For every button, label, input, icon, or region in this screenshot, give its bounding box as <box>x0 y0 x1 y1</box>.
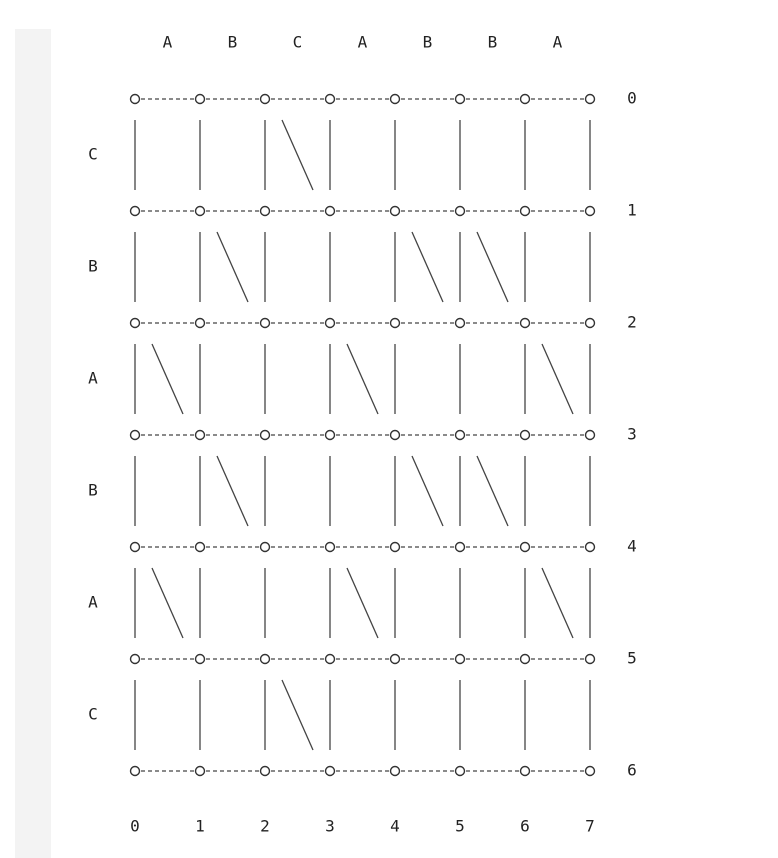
grid-node <box>456 95 465 104</box>
grid-node <box>586 207 595 216</box>
grid-node <box>326 95 335 104</box>
grid-node <box>326 207 335 216</box>
grid-node <box>521 431 530 440</box>
grid-node <box>456 207 465 216</box>
top-sequence-char: A <box>552 32 563 52</box>
grid-node <box>196 319 205 328</box>
side-sequence-char: B <box>88 480 98 500</box>
grid-node <box>586 95 595 104</box>
side-sequence-char: B <box>88 256 98 276</box>
column-number: 4 <box>390 816 400 836</box>
diagonal-edge <box>477 232 508 302</box>
column-number: 6 <box>520 816 530 836</box>
grid-node <box>521 95 530 104</box>
grid-node <box>521 655 530 664</box>
grid-node <box>131 207 140 216</box>
diagonal-edge <box>412 456 443 526</box>
column-number: 2 <box>260 816 270 836</box>
grid-node <box>261 767 270 776</box>
grid-node <box>261 95 270 104</box>
top-sequence-labels <box>163 33 563 52</box>
grid-node <box>456 543 465 552</box>
grid-node <box>131 431 140 440</box>
grid-node <box>261 207 270 216</box>
diagonal-edge <box>217 232 248 302</box>
grid-node <box>586 655 595 664</box>
diagonal-edge <box>477 456 508 526</box>
grid-node <box>261 655 270 664</box>
grid-node <box>391 95 400 104</box>
row-number: 2 <box>627 312 637 332</box>
side-sequence-char: C <box>88 704 98 724</box>
grid-node <box>196 543 205 552</box>
grid-node <box>326 319 335 328</box>
diagonal-edge <box>347 344 378 414</box>
diagonal-edge <box>217 456 248 526</box>
top-sequence-char: C <box>292 32 303 52</box>
diagonal-edge <box>347 568 378 638</box>
grid-node <box>521 767 530 776</box>
grid-node <box>391 319 400 328</box>
grid-node <box>131 767 140 776</box>
grid-node <box>196 207 205 216</box>
grid-node <box>521 543 530 552</box>
grid-node <box>586 319 595 328</box>
grid-node <box>391 431 400 440</box>
grid-node <box>391 767 400 776</box>
side-sequence-labels <box>88 145 98 724</box>
grid-node <box>391 207 400 216</box>
diagonal-edge <box>282 120 313 190</box>
column-number-labels <box>130 817 595 836</box>
diagonal-edge <box>152 344 183 414</box>
grid-node <box>456 319 465 328</box>
column-number: 7 <box>585 816 595 836</box>
top-sequence-char: B <box>422 32 433 52</box>
row-number: 5 <box>627 648 637 668</box>
grid-node <box>391 655 400 664</box>
diagonal-edge <box>282 680 313 750</box>
grid-node <box>391 543 400 552</box>
grid-node <box>586 767 595 776</box>
row-number: 0 <box>627 88 637 108</box>
row-number-labels <box>627 89 637 780</box>
top-sequence-char: B <box>487 32 498 52</box>
top-sequence-char: A <box>162 32 173 52</box>
grid-node <box>261 319 270 328</box>
grid-node <box>196 655 205 664</box>
diagonal-edge <box>542 568 573 638</box>
grid-node <box>131 319 140 328</box>
grid-node <box>586 543 595 552</box>
grid-node <box>586 431 595 440</box>
row-number: 3 <box>627 424 637 444</box>
grid-node <box>131 655 140 664</box>
grid-node <box>326 543 335 552</box>
grid-node <box>196 431 205 440</box>
grid-node <box>521 319 530 328</box>
side-sequence-char: A <box>88 368 98 388</box>
top-sequence-char: B <box>227 32 238 52</box>
grid-node <box>456 655 465 664</box>
grid-node <box>326 431 335 440</box>
grid-node <box>196 95 205 104</box>
column-number: 5 <box>455 816 465 836</box>
grid-node <box>131 543 140 552</box>
row-number: 1 <box>627 200 637 220</box>
column-number: 3 <box>325 816 335 836</box>
grid-node <box>521 207 530 216</box>
column-number: 0 <box>130 816 140 836</box>
row-number: 6 <box>627 760 637 780</box>
diagonal-edge <box>412 232 443 302</box>
grid-nodes <box>131 95 595 776</box>
side-sequence-char: A <box>88 592 98 612</box>
grid-node <box>196 767 205 776</box>
grid-node <box>326 655 335 664</box>
side-sequence-char: C <box>88 144 98 164</box>
diagonal-edge <box>152 568 183 638</box>
grid-node <box>326 767 335 776</box>
grid-node <box>456 431 465 440</box>
grid-node <box>261 543 270 552</box>
row-number: 4 <box>627 536 637 556</box>
grid-node <box>456 767 465 776</box>
grid-node <box>261 431 270 440</box>
diagonal-edge <box>542 344 573 414</box>
column-number: 1 <box>195 816 205 836</box>
top-sequence-char: A <box>357 32 368 52</box>
grid-node <box>131 95 140 104</box>
